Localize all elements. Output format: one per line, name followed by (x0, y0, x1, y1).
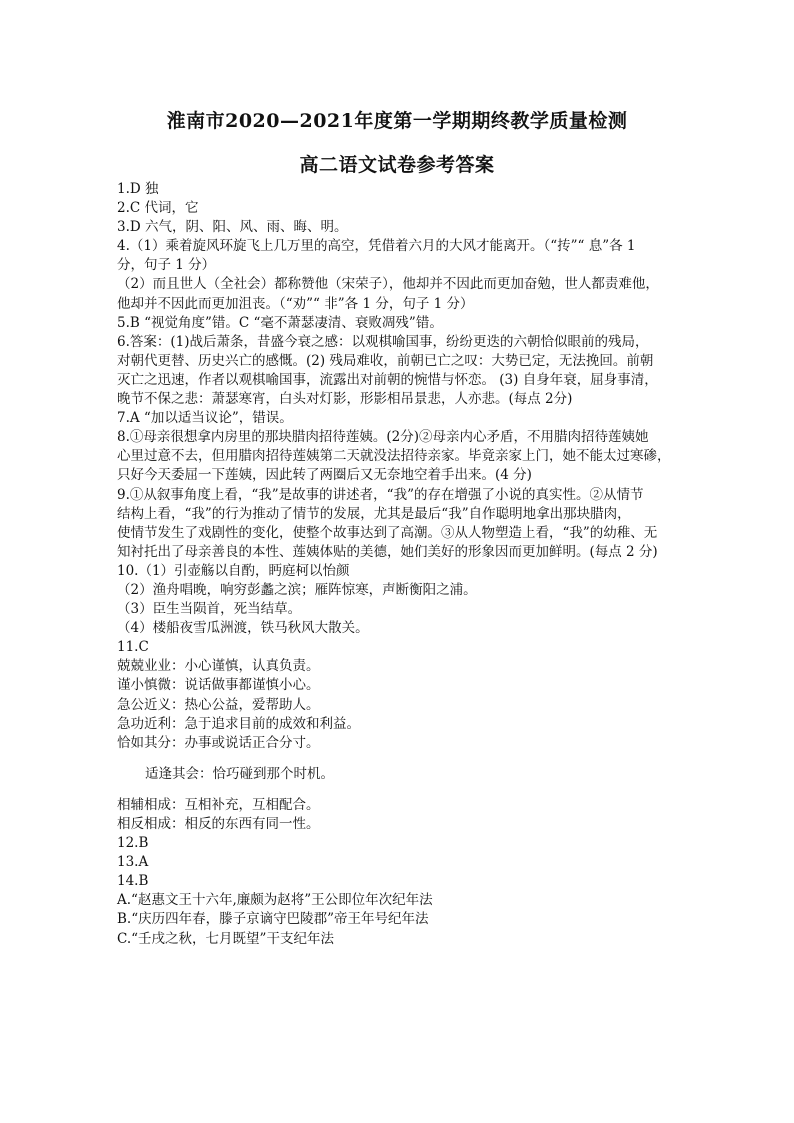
answer-line: 谨小慎微：说话做事都谨慎小心。 (117, 677, 320, 694)
answer-line: 分，句子 1 分） (117, 257, 216, 274)
answer-line: 8.①母亲很想拿内房里的那块腊肉招待莲姨。(2分)②母亲内心矛盾，不用腊肉招待莲姨她 (117, 429, 649, 446)
answer-line: 晚节不保之悲：萧瑟寒宵，白头对灯影，形影相吊景悲，人亦悲。(每点 2分) (117, 391, 573, 408)
answer-line: 使情节发生了戏剧性的变化，使整个故事达到了高潮。③从人物塑造上看，“我”的幼稚、无 (117, 524, 658, 541)
answer-line: 4.（1）乘着旋风环旋飞上几万里的高空，凭借着六月的大风才能离开。（“抟”“ 息”各 1 (117, 238, 636, 255)
answer-line: 只好今天委屈一下莲姨，因此转了两圈后又无奈地空着手出来。(4 分) (117, 467, 532, 484)
answer-line: 适逢其会：恰巧碰到那个时机。 (145, 765, 334, 782)
answer-line: 结构上看，“我”的行为推动了情节的发展，尤其是最后“我”自作聪明地拿出那块腊肉， (117, 505, 631, 522)
answer-line: 6.答案：(1)战后萧条，昔盛今衰之感：以观棋喻国事，纷纷更迭的六朝恰似眼前的残局， (117, 333, 649, 350)
answer-line: 7.A “加以适当议论”，错误。 (117, 410, 293, 427)
answer-line: 14.B (117, 873, 149, 890)
answer-line: 急功近利：急于追求目前的成效和利益。 (117, 715, 360, 732)
answer-line: A.“赵惠文王十六年,廉颇为赵将”王公即位年次纪年法 (117, 892, 433, 909)
answer-line: 灭亡之迅速，作者以观棋喻国事，流露出对前朝的惋惜与怀恋。 (3) 自身年衰，屈身事清， (117, 371, 658, 388)
answer-line: 13.A (117, 854, 149, 871)
answer-line: （2）渔舟唱晚，响穷彭蠡之滨；雁阵惊寒，声断衡阳之浦。 (117, 581, 477, 598)
answer-line: C.“壬戌之秋，七月既望”干支纪年法 (117, 930, 334, 947)
answer-line: 1.D 独 (117, 181, 159, 197)
answer-line: 相辅相成：互相补充，互相配合。 (117, 796, 320, 813)
answer-line: 心里过意不去，但用腊肉招待莲姨第二天就没法招待亲家。毕竟亲家上门，她不能太过寒碜， (117, 448, 671, 465)
answer-line: B.“庆历四年春，滕子京谪守巴陵郡”帝王年号纪年法 (117, 911, 429, 928)
document-subtitle: 高二语文试卷参考答案 (299, 154, 495, 176)
answer-line: （3）臣生当陨首，死当结草。 (117, 601, 302, 618)
answer-line: 3.D 六气，阴、阳、风、雨、晦、明。 (117, 219, 348, 236)
answer-line: 兢兢业业：小心谨慎，认真负责。 (117, 658, 320, 675)
answer-line: 11.C (117, 639, 149, 656)
answer-line: 9.①从叙事角度上看，“我”是故事的讲述者，“我”的存在增强了小说的真实性。②从情节 (117, 486, 644, 503)
answer-line: 对朝代更替、历史兴亡的感慨。(2) 残局难收，前朝已亡之叹：大势已定，无法挽回。前朝 (117, 352, 654, 369)
answer-line: 他却并不因此而更加沮丧。（“劝”“ 非”各 1 分，句子 1 分） (117, 295, 474, 312)
answer-line: 2.C 代词，它 (117, 200, 199, 217)
answer-line: 知衬托出了母亲善良的本性、莲姨体贴的美德，她们美好的形象因而更加鲜明。(每点 2 分) (117, 543, 658, 560)
answer-line: 相反相成：相反的东西有同一性。 (117, 816, 320, 832)
answer-line: （4）楼船夜雪瓜洲渡，铁马秋风大散关。 (117, 620, 369, 637)
answer-line: 10.（1）引壶觞以自酌，眄庭柯以怡颜 (117, 562, 350, 579)
answer-line: 恰如其分：办事或说话正合分寸。 (117, 734, 320, 751)
answer-line: 急公近义：热心公益，爱帮助人。 (117, 696, 320, 713)
answer-line: 5.B “视觉角度”错。C “毫不萧瑟凄清、衰败凋残”错。 (117, 314, 443, 331)
answer-line: （2）而且世人（全社会）都称赞他（宋荣子），他却并不因此而更加奋勉，世人都责难他， (117, 276, 659, 293)
answer-body (117, 180, 677, 949)
answer-line: 12.B (117, 835, 149, 852)
document-title: 淮南市2020—2021年度第一学期期终教学质量检测 (166, 110, 628, 132)
